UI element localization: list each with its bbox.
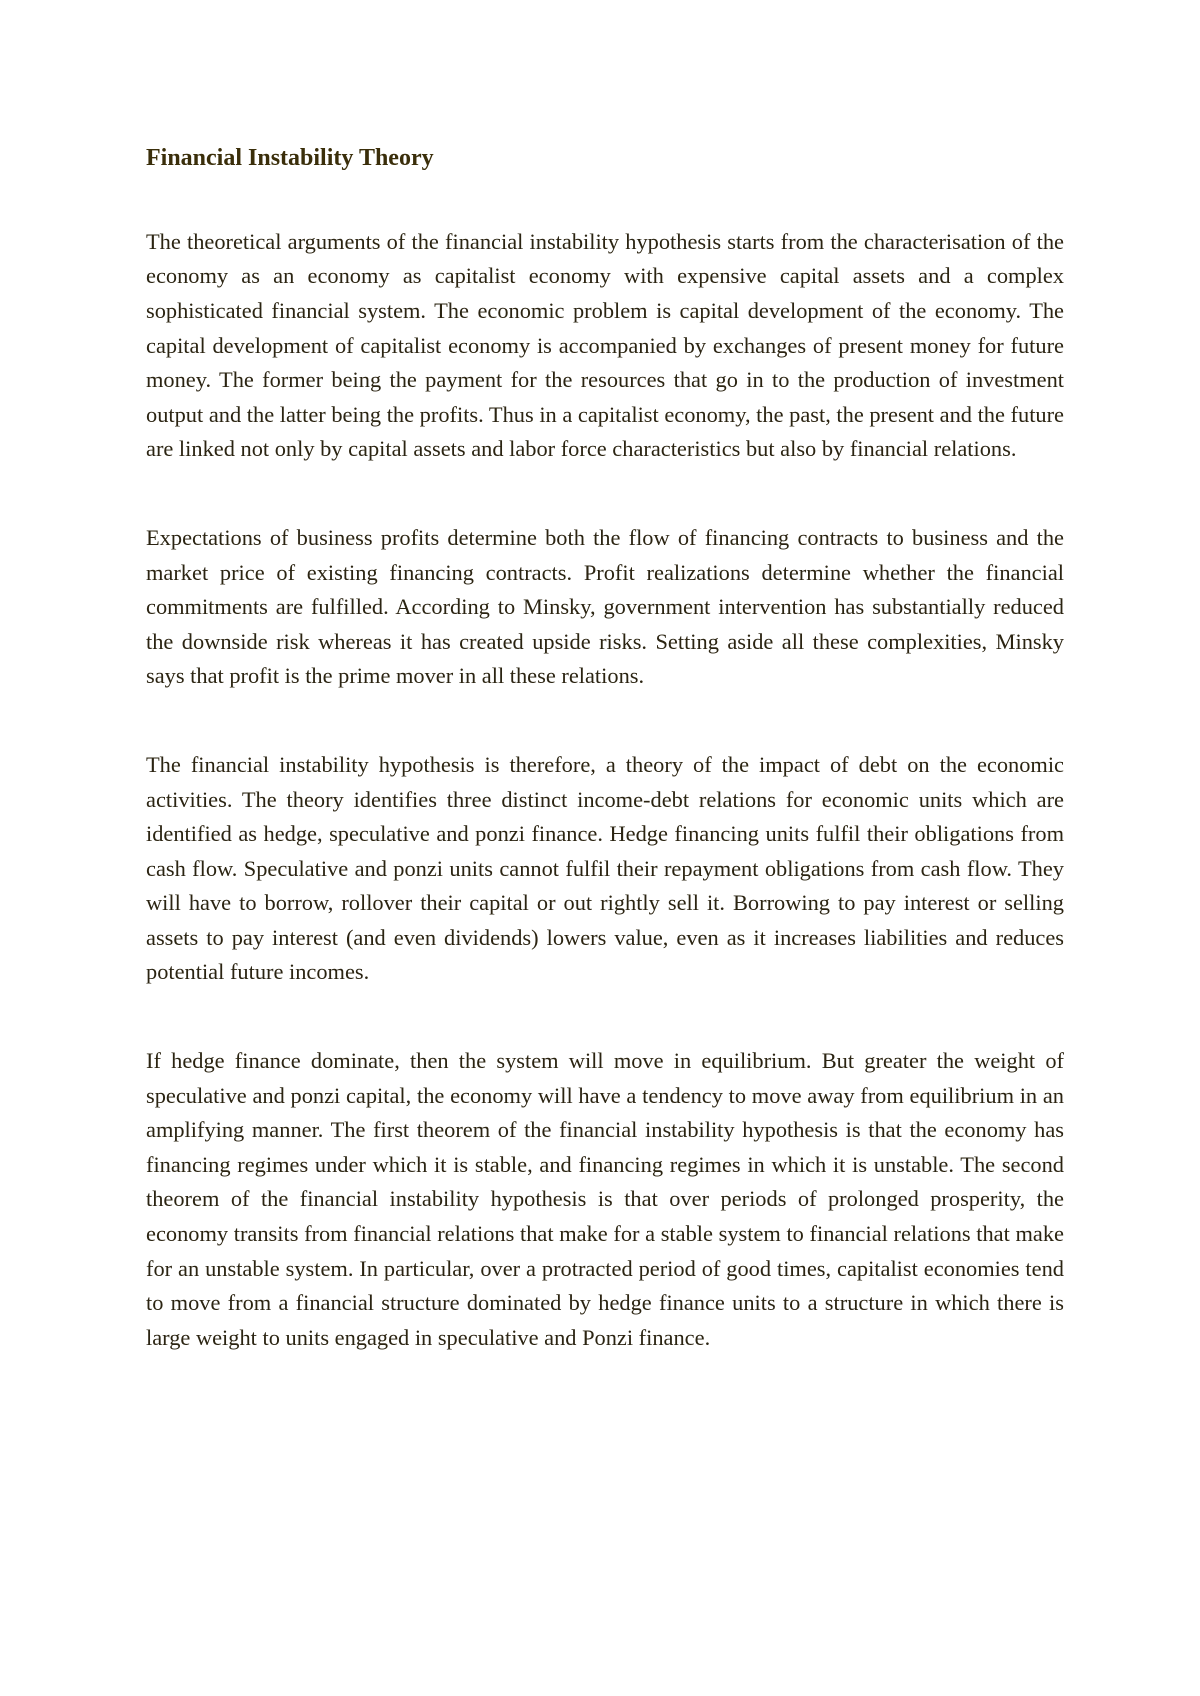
paragraph-1: The theoretical arguments of the financial instability hypothesis starts from the characterisation of the economy as an economy as capitalist economy with expensive capital assets and a complex sophisticated financial system. The economic problem is capital development of the economy. The capital development of capitalist economy is accompanied by exchanges of present money for future money. The former being the payment for the resources that go in to the production of investment output and the latter being the profits. Thus in a capitalist economy, the past, the present and the future are linked not only by capital assets and labor force characteristics but also by financial relations.: [146, 228, 1064, 462]
document-title: Financial Instability Theory: [146, 145, 434, 171]
paragraph-2: Expectations of business profits determine both the flow of financing contracts to business and the market price of existing financing contracts. Profit realizations determine whether the financial commitments are fulfilled. According to Minsky, government intervention has substantially reduced the downside risk whereas it has created upside risks. Setting aside all these complexities, Minsky says that profit is the prime mover in all these relations.: [146, 524, 1064, 689]
paragraph-4: If hedge finance dominate, then the system will move in equilibrium. But greater the weight of speculative and ponzi capital, the economy will have a tendency to move away from equilibrium in an amplifying manner. The first theorem of the financial instability hypothesis is that the economy has financing regimes under which it is stable, and financing regimes in which it is unstable. The second theorem of the financial instability hypothesis is that over periods of prolonged prosperity, the economy transits from financial relations that make for a stable system to financial relations that make for an unstable system. In particular, over a protracted period of good times, capitalist economies tend to move from a financial structure dominated by hedge finance units to a structure in which there is large weight to units engaged in speculative and Ponzi finance.: [146, 1048, 1064, 1350]
paragraph-3: The financial instability hypothesis is therefore, a theory of the impact of debt on the economic activities. The theory identifies three distinct income-debt relations for economic units which are identified as hedge, speculative and ponzi finance. Hedge financing units fulfil their obligations from cash flow. Speculative and ponzi units cannot fulfil their repayment obligations from cash flow. They will have to borrow, rollover their capital or out rightly sell it. Borrowing to pay interest or selling assets to pay interest (and even dividends) lowers value, even as it increases liabilities and reduces potential future incomes.: [146, 751, 1064, 985]
document-page: [146, 144, 1064, 1409]
